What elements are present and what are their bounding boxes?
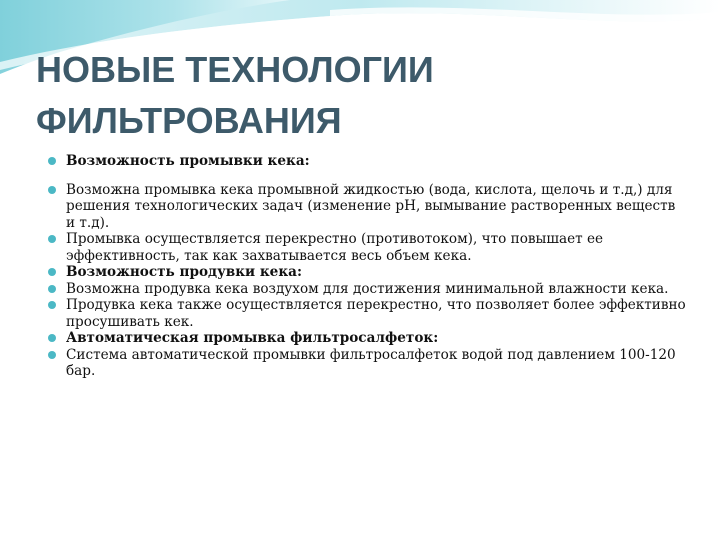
bullet-dot-icon: [48, 186, 56, 194]
bullet-dot-icon: [48, 334, 56, 342]
bullet-dot-icon: [48, 285, 56, 293]
bullet-text: Система автоматической промывки фильтросалфеток водой под давлением 100-120 бар.: [66, 346, 676, 379]
bullet-item: [46, 347, 686, 380]
bullet-item: [46, 264, 686, 281]
bullet-item: [46, 231, 686, 264]
slide-title-line-1: НОВЫЕ ТЕХНОЛОГИИ: [36, 49, 434, 90]
slide-title-line-2: ФИЛЬТРОВАНИЯ: [36, 100, 342, 141]
bullet-item: [46, 153, 686, 170]
slide-title: [36, 44, 676, 146]
bullet-item: [46, 281, 686, 298]
bullet-text: Возможна промывка кека промывной жидкостью (вода, кислота, щелочь и т.д,) для решения технологических задач (изменение pH, вымывание растворенных веществ и т.д).: [66, 181, 676, 231]
bullet-text: Возможность продувки кека:: [66, 264, 302, 280]
bullet-item: [46, 182, 686, 232]
bullet-dot-icon: [48, 301, 56, 309]
bullet-dot-icon: [48, 351, 56, 359]
bullet-list: [46, 153, 686, 380]
bullet-dot-icon: [48, 157, 56, 165]
bullet-dot-icon: [48, 235, 56, 243]
bullet-text: Возможна продувка кека воздухом для достижения минимальной влажности кека.: [66, 280, 669, 297]
bullet-text: Промывка осуществляется перекрестно (противотоком), что повышает ее эффективность, так как захватывается весь объем кека.: [66, 231, 604, 264]
bullet-text: Автоматическая промывка фильтросалфеток:: [66, 330, 439, 346]
bullet-text: Продувка кека также осуществляется перекрестно, что позволяет более эффективно просушивать кек.: [66, 297, 686, 330]
bullet-text: Возможность промывки кека:: [66, 153, 310, 169]
bullet-item: [46, 297, 686, 330]
bullet-dot-icon: [48, 268, 56, 276]
bullet-item: [46, 330, 686, 347]
